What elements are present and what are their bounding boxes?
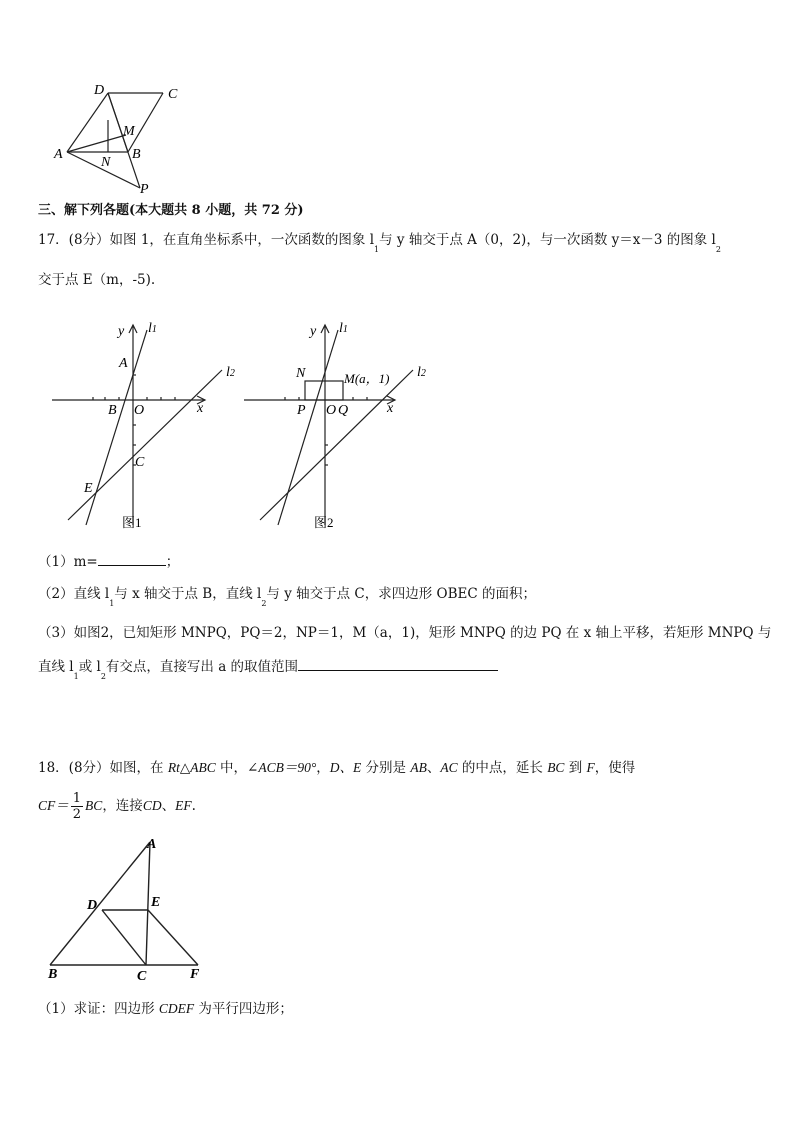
q18-label-C: C: [137, 969, 147, 984]
q18-stem-e: 、: [426, 760, 441, 776]
fig1-caption: 图1: [122, 515, 142, 530]
fig1-O-label: O: [134, 403, 145, 418]
q17-figure-1: [50, 315, 240, 535]
q17-part3-sub2: 2: [100, 672, 106, 681]
top-geometry-figure: [50, 80, 200, 200]
q18-label-D: D: [87, 898, 98, 913]
q17-part2-sub1: 1: [109, 599, 115, 608]
q18-stem-g: 到: [564, 760, 587, 776]
fig2-caption: 图2: [314, 515, 334, 530]
label-P: P: [140, 182, 149, 197]
q18-stem-h: ，使得: [594, 760, 636, 776]
q17-part3-line1: （3）如图2，已知矩形 MNPQ，PQ＝2，NP＝1，M（a，1)，矩形 MNPQ 的边 PQ 在 x 轴上平移，若矩形 MNPQ 与: [38, 625, 772, 641]
q17-part2: [38, 585, 537, 608]
q18-bc2: BC: [85, 798, 103, 813]
q17-sub1: 1: [374, 245, 380, 254]
fig1-B-label: B: [108, 403, 117, 418]
q18-stem-f: 的中点，延长: [457, 760, 548, 776]
q18-bc: BC: [547, 760, 565, 775]
fig2-l1-label: l1: [339, 321, 348, 336]
q18-part1-a: （1）求证：四边形: [38, 1001, 159, 1017]
q17-part2-b: 与 x 轴交于点 B，直线 l: [114, 586, 262, 602]
q17-sub2: 2: [715, 245, 721, 254]
q18-ef: EF: [175, 798, 192, 813]
q18-triangle-figure: [40, 832, 220, 987]
fig1-A-label: A: [119, 356, 128, 371]
q17-part2-sub2: 2: [261, 599, 267, 608]
fig1-C-label: C: [135, 455, 145, 470]
q17-part3-b: 直线 l: [38, 659, 74, 675]
q17-part3-line2: [38, 656, 498, 681]
q17-part1-end: ；: [165, 554, 180, 570]
q17-part1: [38, 551, 179, 571]
q18-ab: AB: [410, 760, 427, 775]
fig2-O-label: O: [326, 403, 337, 418]
fig1-l1-label: l1: [148, 321, 157, 336]
q18-label-B: B: [48, 967, 58, 982]
q18-ac: AC: [440, 760, 458, 775]
q18-stem-c: ，: [316, 760, 330, 776]
q18-stem-line2: [38, 788, 196, 824]
fig2-Q-label: Q: [338, 403, 349, 418]
fig2-N-label: N: [296, 366, 306, 381]
q18-f: F: [586, 760, 595, 775]
q18-part1-b: 为平行四边形；: [194, 1001, 293, 1017]
fig1-l2-label: l2: [226, 365, 235, 380]
q18-stem-i: ，连接: [102, 798, 143, 814]
q17-stem-a: 17．(8分）如图 1，在直角坐标系中，一次函数的图象 l: [38, 232, 375, 248]
q17-stem-b: 与 y 轴交于点 A（0，2)，与一次函数 y＝x－3 的图象 l: [379, 232, 716, 248]
q18-cf: CF＝: [38, 798, 69, 813]
q17-figure-2: [240, 315, 440, 535]
q18-de: D、E: [329, 760, 362, 775]
q18-label-E: E: [151, 895, 161, 910]
fig2-y-label: y: [310, 324, 317, 339]
fig1-x-label: x: [197, 401, 204, 416]
fig2-x-label: x: [387, 401, 394, 416]
fig1-y-label: y: [118, 324, 125, 339]
q17-part3-sub1: 1: [73, 672, 79, 681]
q18-stem-k: .: [191, 798, 196, 814]
q17-part3-answer-blank[interactable]: [298, 656, 498, 671]
q17-part3-d: 有交点，直接写出 a 的取值范围: [105, 659, 299, 675]
q18-angle: ∠ACB＝90°: [247, 760, 317, 775]
q17-part3-c: 或 l: [78, 659, 101, 675]
q18-stem-line1: [38, 759, 635, 777]
q17-stem-line1: [38, 231, 721, 254]
q18-stem-a: 18．(8分）如图，在: [38, 760, 168, 776]
q18-stem-d: 分别是: [361, 760, 411, 776]
q18-part1: [38, 1000, 293, 1018]
q18-label-A: A: [147, 837, 157, 852]
q18-stem-b: 中，: [215, 760, 248, 776]
q17-part1-answer-blank[interactable]: [98, 551, 166, 566]
q18-cd: CD: [142, 798, 162, 813]
q18-stem-j: 、: [161, 798, 176, 814]
section-heading: 三、解下列各题(本大题共 8 小题，共 72 分): [38, 203, 304, 218]
label-N: N: [101, 155, 111, 170]
fig2-P-label: P: [297, 403, 306, 418]
q18-part1-quad: CDEF: [158, 1001, 195, 1016]
label-A: A: [54, 147, 63, 162]
label-D: D: [94, 83, 105, 98]
q17-part1-label: （1）m=: [38, 554, 98, 570]
fig1-E-label: E: [84, 481, 93, 496]
label-B: B: [132, 147, 141, 162]
q17-part2-a: （2）直线 l: [38, 586, 110, 602]
label-M: M: [123, 124, 135, 139]
q18-label-F: F: [190, 967, 200, 982]
fig2-M-label: M(a，1): [344, 371, 390, 386]
q18-rt-triangle: Rt△ABC: [167, 760, 216, 775]
q17-part2-c: 与 y 轴交于点 C，求四边形 OBEC 的面积；: [266, 586, 537, 602]
fig2-l2-label: l2: [417, 365, 426, 380]
q17-stem-line2: 交于点 E（m，-5).: [38, 272, 156, 288]
label-C: C: [168, 87, 178, 102]
q18-fraction-half: $\frac{1}{2}$: [72, 790, 82, 822]
